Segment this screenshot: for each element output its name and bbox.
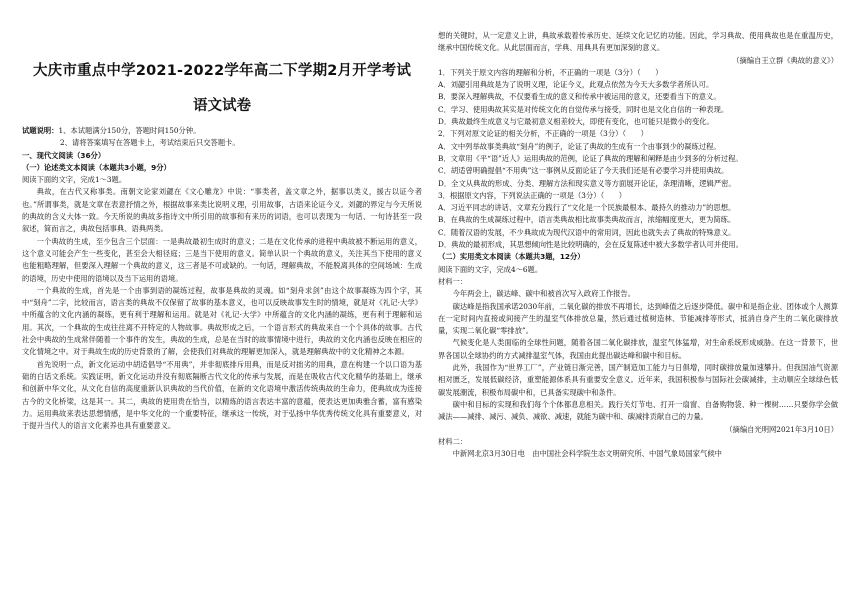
question-1-option-a: A．刘勰引用典故是为了说明义理，论证今义，此观点依然为今天大多数学者所认可。 [438,80,714,90]
material1-source: （摘编自光明网2021年3月10日） [725,424,838,434]
question-2-option-d: D．全文从典故的形成、分类、理解方法和现实意义等方面展开论证，条理清晰，逻辑严密。 [438,178,736,188]
material1-paragraph-4: 此外，我国作为“世界工厂”，产业链日渐完善，国产制造加工能力与日俱增，同时碳排放量加速攀升。但我国油气资源相对匮乏，发展低碳经济，重塑能源体系具有重要安全意义。近年来，我国积极参与国际社会碳减排，主动顺应全球绿色低碳发展潮流，积极布局碳中和，已具备实现碳中和条件。 [438,363,838,397]
question-3-option-a: A．习近平同志的讲话、文章充分践行了“文化是一个民族最根本、最持久的推动力”的思想。 [438,203,736,213]
passage-source: （摘编自王立群《典故的意义》） [732,55,838,65]
passage-end: 想的关键时，从一定意义上讲，典故承载着传承历史、延续文化记忆的功能。因此，学习典故、使用典故也是在重温历史，继承中国传统文化。从此层面而言，学典、用典具有更加深刻的意义。 [438,31,838,53]
material1-label: 材料一： [438,276,468,286]
question-1-option-c: C．学习、使用典故其实是对传统文化的自觉传承与接受，同时也是文化自信的一种表现。 [438,104,729,114]
material1-paragraph-1: 今年两会上，碳达峰、碳中和被首次写入政府工作报告。 [452,289,636,299]
question-2-option-c: C．胡适曾明确提倡“不用典”这一事例从反面论证了今天我们还是有必要学习并使用典故。 [438,166,729,176]
question-3-option-b: B．在典故的生成凝练过程中，语言类典故相比故事类典故而言，浓缩幅度更大，更为简练。 [438,215,736,225]
material2-label: 材料二： [438,436,468,446]
material1-paragraph-2: 碳达峰是指我国承诺2030年前，二氧化碳的排放不再增长，达到峰值之后逐步降低。碳中和是指企业、团体或个人测算在一定时间内直接或间接产生的温室气体排放总量，然后通过植树造林、节能减排等形式，抵消自身产生的二氧化碳排放量，实现二氧化碳“零排放”。 [438,301,838,336]
section1-heading: 一、现代文阅读（36分） [22,150,106,160]
question-3-option-c: C．随着汉语的发展，不少典故成为现代汉语中的常用词，因此也就失去了典故的特殊意义。 [438,227,736,237]
instructions-item2: 2、请将答案填写在答题卡上，考试结束后只交答题卡。 [59,138,240,148]
question-2-option-b: B．文章用《平“语”近人》运用典故的范例，论证了典故的理解和阐释是由少到多的分析过程。 [438,153,743,163]
question-3: 3．根据原文内容，下列说法正确的一项是（3分）（ ） [438,190,627,200]
passage-paragraph-4: 首先说明一点，新文化运动中胡适倡导“不用典”，并非彻底排斥用典，而是反对拙劣的用典，意在构建一个以口语为基础的白话文系统。实践证明，新文化运动并没有彻底隔断古代文化的传承与发展，而是在吸收古代文化精华的基础上，继承和创新中华文化，从文化自信的高度重新认识典故的当代价值，在新的文化语境中激活传统典故的生命力，使典故成为连接古今的文化桥梁，这是其一。其二，典故的使用贵在恰当，以精炼的语言表达丰富的意蕴，使表达更加典雅含蓄，富有感染力。运用典故来表达思想情感，是中华文化的一个重要特征，继承这一传统，对于弘扬中华优秀传统文化具有重要意义，对于提升当代人的语言文化素养也具有重要意义。 [22,359,422,431]
instructions-item1: 1、本试题满分150分，答题时间150分钟。 [58,126,201,135]
question-2-option-a: A．文中列举故事类典故“刻舟”的例子，论证了典故的生成有一个由事到少的凝练过程。 [438,141,721,151]
exam-title: 大庆市重点中学2021-2022学年高二下学期2月开学考试 [32,63,412,79]
part2-prompt: 阅读下面的文字，完成4～6题。 [438,264,543,274]
part1-heading: （一）论述类文本阅读（本题共3小题，9分） [22,162,171,172]
material1-paragraph-3: 气候变化是人类面临的全球性问题，随着各国二氧化碳排放，温室气体猛增，对生命系统形成威胁。在这一背景下，世界各国以全球协约的方式减排温室气体，我国由此提出碳达峰和碳中和目标。 [438,338,838,360]
question-1: 1．下列关于原文内容的理解和分析，不正确的一项是（3分）（ ） [438,67,663,77]
material2-paragraph-1: 中新网北京3月30日电 由中国社会科学院生态文明研究所、中国气象局国家气候中 [452,449,722,459]
question-2: 2．下列对原文论证的相关分析，不正确的一项是（3分）（ ） [438,129,648,139]
passage-paragraph-2: 一个典故的生成，至少包含三个层面：一是典故最初生成时的意义；二是在文化传承的进程中典故被不断运用的意义，这个意义可能会产生一些变化，甚至会大相径庭；三是当下使用的意义。简单认识一个典故的意义，关注其当下使用的意义也能粗略理解，但要深入理解一个典故的意义，这三者是不可或缺的。一句话，理解典故，不能脱离具体的空间场域：生成的语境，历史中使用的语境以及当下运用的语境。 [22,236,422,283]
passage-paragraph-3: 一个典故的生成，首先是一个由事到语的凝练过程，故事是典故的灵魂。如“刻舟求剑”由这个故事凝练为四个字，其中“刻舟”二字，比较而言，语言类的典故不仅保留了故事的基本意义，也可以反映故事发生时的情境，就是对《礼记·大学》中所蕴含的文化内涵的凝练，更有利于理解和运用。就是对《礼记·大学》中所蕴含的文化内涵的凝练，更有利于理解和运用。其次，一个典故的生成往往离不开特定的人物故事。典故形成之后，一个语言形式的典故来自一个个具体的故事。古代社会中典故的生成常伴随着一个事件的发生，典故的生成，总是在当时的故事情境中进行，典故的文化内涵也反映在相应的文化情境之中。对于典故生成的历史背景的了解，会使我们对典故的理解更加深入，就是理解典故中的文化精神之本源。 [22,285,422,357]
left-column [22,0,422,432]
instructions-label: 试题说明： [22,126,59,135]
exam-subtitle: 语文试卷 [193,98,251,114]
part1-prompt: 阅读下面的文字，完成1～3题。 [22,175,127,185]
question-1-option-d: D．典故最终生成意义与它最初意义相差较大，即使有变化，也可能只是微小的变化。 [438,117,714,127]
right-column [438,30,838,460]
instructions-line1 [22,125,422,137]
question-3-option-d: D．典故的最初形成，其思想倾向性是比较明确的，会在反复陈述中被大多数学者认可并使用。 [438,240,744,250]
passage-paragraph-1: 典故，在古代又称事类。南朝文论家刘勰在《文心雕龙》中说：“事类者，盖文章之外，据事以类义，援古以证今者也。”所谓事类，就是文章在表意抒情之外，根据故事来类比说明义理，引用故事，古语来论证今义。刘勰的界定与今天所说的典故的含义大体一致。今天所说的典故多指诗文中所引用的故事和有来历的词语，也可以表现为一句话、一句诗甚至一段叙述，简而言之，典故包括事典、语典两类。 [22,187,422,234]
material1-paragraph-5: 碳中和目标的实现和我们每个个体都息息相关。践行关灯节电、打开一扇窗、自备购物袋、种一棵树……只要你学会做减法——减排、减污、减负、减欲、减速，就能为碳中和、碳减排贡献自己的力量。 [438,399,838,422]
question-1-option-b: B．要深入理解典故，不仅要看生成的意义和传承中被运用的意义，还要看当下的意义。 [438,92,721,102]
part2-heading: （二）实用类文本阅读（本题共3题，12分） [438,252,585,262]
